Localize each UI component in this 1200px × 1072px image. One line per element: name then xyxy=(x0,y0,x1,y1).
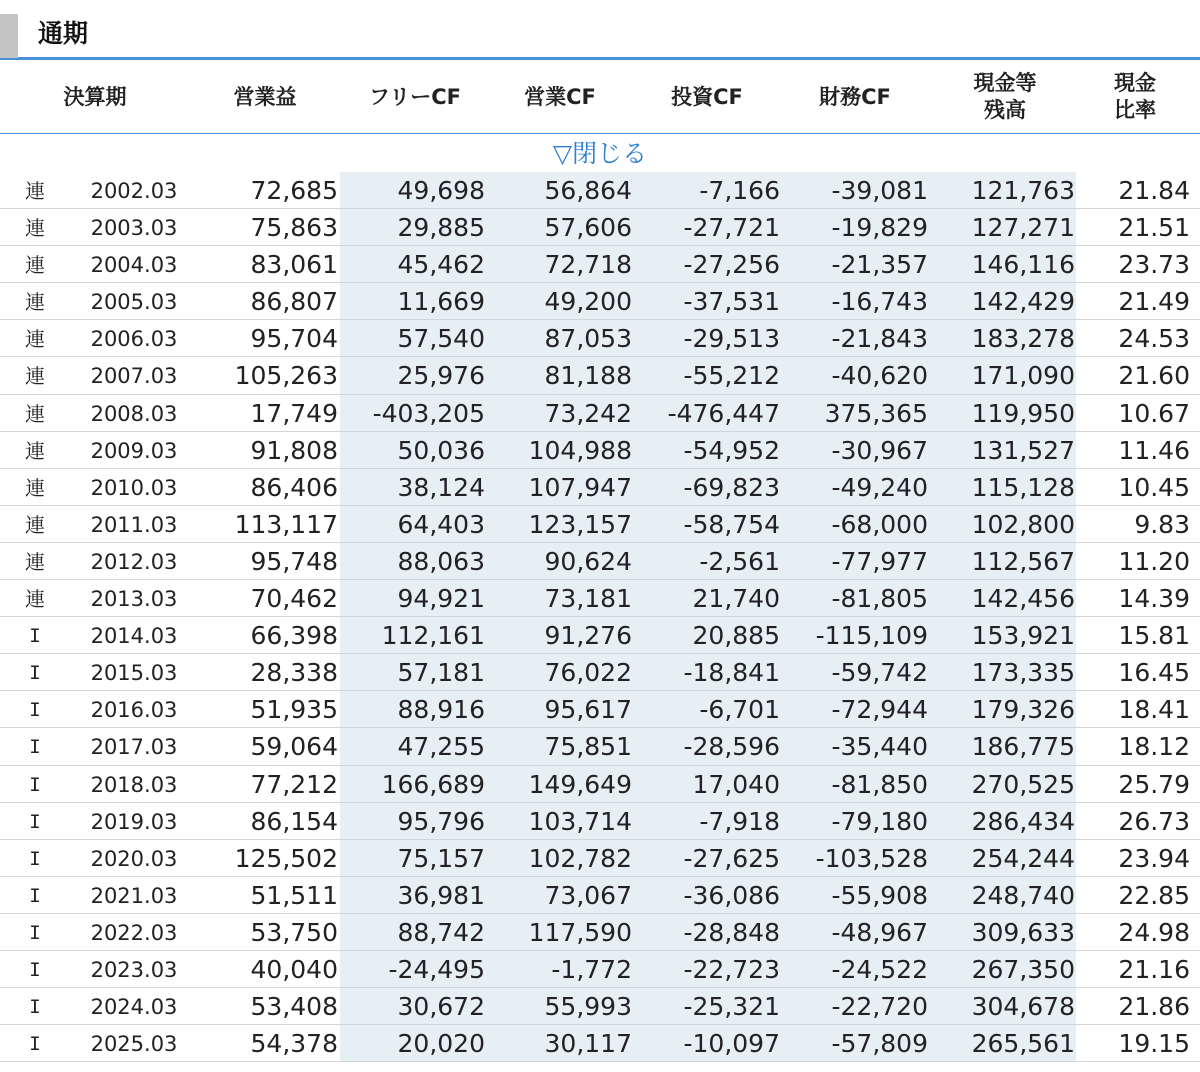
header-financing-cf: 財務CF xyxy=(819,84,891,109)
cell-period: 2007.03 xyxy=(90,364,178,389)
cell-financing-cf: -57,809 xyxy=(831,1029,928,1059)
cell-free-cf: 88,916 xyxy=(397,695,485,725)
cell-cash-balance: 119,950 xyxy=(971,398,1075,428)
cell-accounting-type: 連 xyxy=(25,364,45,389)
cell-period: 2017.03 xyxy=(90,735,178,760)
cell-operating-cf: 76,022 xyxy=(544,658,632,688)
cell-financing-cf: -16,743 xyxy=(831,287,928,317)
cell-cash-ratio: 21.16 xyxy=(1118,954,1190,984)
table-row xyxy=(0,951,1200,988)
cell-operating-cf: 103,714 xyxy=(528,806,632,836)
cell-period: 2023.03 xyxy=(90,957,178,982)
cell-operating-income: 40,040 xyxy=(250,954,338,984)
cell-period: 2011.03 xyxy=(90,512,178,537)
cell-operating-income: 86,807 xyxy=(250,287,338,317)
cell-cash-balance: 142,456 xyxy=(971,584,1075,614)
cell-cash-ratio: 21.60 xyxy=(1118,361,1190,391)
header-investing-cf: 投資CF xyxy=(671,84,743,109)
cell-investing-cf: -55,212 xyxy=(683,361,780,391)
cell-cash-ratio: 26.73 xyxy=(1118,806,1190,836)
cell-period: 2005.03 xyxy=(90,290,178,315)
collapse-toggle-link[interactable]: ▽閉じる xyxy=(552,139,648,168)
cell-accounting-type: 連 xyxy=(25,290,45,315)
cell-operating-cf: 57,606 xyxy=(544,213,632,243)
cell-financing-cf: -39,081 xyxy=(831,176,928,205)
cell-operating-cf: -1,772 xyxy=(551,954,632,984)
cell-investing-cf: -27,625 xyxy=(683,843,780,873)
cell-period: 2022.03 xyxy=(90,920,178,945)
cell-period: 2002.03 xyxy=(90,179,178,203)
cell-accounting-type: I xyxy=(29,996,41,1019)
cell-investing-cf: -2,561 xyxy=(699,546,780,576)
header-operating-income: 営業益 xyxy=(233,84,297,109)
cell-operating-income: 70,462 xyxy=(250,584,338,614)
cell-free-cf: 36,981 xyxy=(397,880,485,910)
cell-financing-cf: -21,357 xyxy=(831,250,928,280)
table-row xyxy=(0,766,1200,803)
cell-accounting-type: I xyxy=(29,699,41,722)
cell-investing-cf: 20,885 xyxy=(692,621,780,651)
cell-financing-cf: -59,742 xyxy=(831,658,928,688)
cell-cash-ratio: 11.46 xyxy=(1118,435,1190,465)
cell-cash-balance: 186,775 xyxy=(971,732,1075,762)
cell-free-cf: 88,063 xyxy=(397,546,485,576)
cell-operating-income: 28,338 xyxy=(250,658,338,688)
cell-accounting-type: 連 xyxy=(25,475,45,500)
cell-free-cf: 75,157 xyxy=(397,843,485,873)
cell-financing-cf: -72,944 xyxy=(831,695,928,725)
table-row xyxy=(0,580,1200,617)
cell-free-cf: 57,181 xyxy=(397,658,485,688)
cell-accounting-type: 連 xyxy=(25,401,45,426)
cell-accounting-type: 連 xyxy=(25,549,45,574)
cell-operating-income: 72,685 xyxy=(250,176,338,205)
cell-operating-cf: 72,718 xyxy=(544,250,632,280)
header-operating-cf: 営業CF xyxy=(524,84,596,109)
cell-cash-balance: 173,335 xyxy=(971,658,1075,688)
cell-investing-cf: -28,596 xyxy=(683,732,780,762)
cell-accounting-type: I xyxy=(29,847,41,870)
cell-cash-ratio: 24.53 xyxy=(1118,324,1190,354)
cell-accounting-type: 連 xyxy=(25,438,45,463)
cell-free-cf: -403,205 xyxy=(372,398,485,428)
cell-investing-cf: -28,848 xyxy=(683,917,780,947)
cell-investing-cf: 21,740 xyxy=(692,584,780,614)
cell-operating-cf: 87,053 xyxy=(544,324,632,354)
cell-accounting-type: I xyxy=(29,662,41,685)
cell-operating-cf: 149,649 xyxy=(528,769,632,799)
cell-operating-cf: 49,200 xyxy=(544,287,632,317)
table-row xyxy=(0,172,1200,209)
header-free-cf: フリーCF xyxy=(369,84,461,109)
table-row xyxy=(0,914,1200,951)
table-row xyxy=(0,283,1200,320)
cell-financing-cf: -40,620 xyxy=(831,361,928,391)
cell-cash-balance: 286,434 xyxy=(971,806,1075,836)
cell-operating-income: 17,749 xyxy=(250,398,338,428)
cell-operating-cf: 104,988 xyxy=(528,435,632,465)
cell-operating-income: 53,408 xyxy=(250,992,338,1022)
cell-cash-balance: 112,567 xyxy=(971,546,1075,576)
cell-operating-income: 95,748 xyxy=(250,546,338,576)
cell-cash-ratio: 21.51 xyxy=(1118,213,1190,243)
cell-cash-balance: 153,921 xyxy=(971,621,1075,651)
cell-operating-income: 54,378 xyxy=(250,1029,338,1059)
cell-free-cf: 64,403 xyxy=(397,509,485,539)
section-accent-bar xyxy=(0,14,18,58)
cell-free-cf: 45,462 xyxy=(397,250,485,280)
cell-operating-income: 91,808 xyxy=(250,435,338,465)
cell-financing-cf: -19,829 xyxy=(831,213,928,243)
cell-cash-balance: 179,326 xyxy=(971,695,1075,725)
cell-operating-income: 105,263 xyxy=(234,361,338,391)
cell-financing-cf: -22,720 xyxy=(831,992,928,1022)
cell-free-cf: 49,698 xyxy=(397,176,485,205)
section-title: 通期 xyxy=(38,19,89,48)
cell-cash-balance: 304,678 xyxy=(971,992,1075,1022)
column-headers xyxy=(0,60,1200,134)
cell-accounting-type: 連 xyxy=(25,253,45,278)
cell-operating-cf: 55,993 xyxy=(544,992,632,1022)
cell-investing-cf: -18,841 xyxy=(683,658,780,688)
cell-investing-cf: 17,040 xyxy=(692,769,780,799)
cell-free-cf: -24,495 xyxy=(388,954,485,984)
cell-operating-cf: 56,864 xyxy=(544,176,632,205)
cell-period: 2024.03 xyxy=(90,995,178,1020)
cell-operating-cf: 30,117 xyxy=(544,1029,632,1059)
cell-period: 2006.03 xyxy=(90,327,178,352)
cell-financing-cf: -103,528 xyxy=(815,843,928,873)
cell-cash-ratio: 11.20 xyxy=(1118,546,1190,576)
cell-cash-ratio: 14.39 xyxy=(1118,584,1190,614)
cell-cash-balance: 309,633 xyxy=(971,917,1075,947)
cell-cash-ratio: 15.81 xyxy=(1118,621,1190,651)
cell-financing-cf: -24,522 xyxy=(831,954,928,984)
cell-investing-cf: -27,721 xyxy=(683,213,780,243)
cell-cash-balance: 254,244 xyxy=(971,843,1075,873)
cell-cash-balance: 131,527 xyxy=(971,435,1075,465)
table-row xyxy=(0,506,1200,543)
cell-operating-cf: 123,157 xyxy=(528,509,632,539)
cell-cash-balance: 146,116 xyxy=(971,250,1075,280)
cell-free-cf: 112,161 xyxy=(381,621,485,651)
cell-cash-ratio: 21.84 xyxy=(1118,176,1190,205)
cell-period: 2008.03 xyxy=(90,401,178,426)
cell-cash-balance: 265,561 xyxy=(971,1029,1075,1059)
cell-investing-cf: -7,918 xyxy=(699,806,780,836)
cell-free-cf: 94,921 xyxy=(397,584,485,614)
cell-financing-cf: -77,977 xyxy=(831,546,928,576)
cell-cash-ratio: 22.85 xyxy=(1118,880,1190,910)
header-cash-balance: 現金等 残高 xyxy=(973,71,1037,122)
cell-operating-cf: 75,851 xyxy=(544,732,632,762)
cell-operating-income: 51,511 xyxy=(250,880,338,910)
cell-accounting-type: I xyxy=(29,736,41,759)
cell-operating-cf: 81,188 xyxy=(544,361,632,391)
cell-period: 2015.03 xyxy=(90,661,178,686)
cell-period: 2004.03 xyxy=(90,253,178,278)
cell-period: 2003.03 xyxy=(90,216,178,241)
cell-operating-income: 86,154 xyxy=(250,806,338,836)
cell-accounting-type: 連 xyxy=(25,587,45,612)
cell-cash-balance: 127,271 xyxy=(971,213,1075,243)
cell-cash-balance: 102,800 xyxy=(971,509,1075,539)
cell-free-cf: 29,885 xyxy=(397,213,485,243)
cell-free-cf: 95,796 xyxy=(397,806,485,836)
cell-cash-ratio: 10.67 xyxy=(1118,398,1190,428)
cell-cash-ratio: 23.94 xyxy=(1118,843,1190,873)
table-row xyxy=(0,617,1200,654)
table-row xyxy=(0,803,1200,840)
section-header xyxy=(0,0,1200,60)
table-row xyxy=(0,320,1200,357)
cell-cash-ratio: 19.15 xyxy=(1118,1029,1190,1059)
table-row xyxy=(0,728,1200,765)
cell-cash-ratio: 25.79 xyxy=(1118,769,1190,799)
cell-operating-income: 77,212 xyxy=(250,769,338,799)
cell-operating-cf: 102,782 xyxy=(528,843,632,873)
cell-operating-cf: 73,181 xyxy=(544,584,632,614)
cell-operating-cf: 73,067 xyxy=(544,880,632,910)
cell-free-cf: 25,976 xyxy=(397,361,485,391)
cell-financing-cf: -81,805 xyxy=(831,584,928,614)
table-row xyxy=(0,432,1200,469)
cell-period: 2025.03 xyxy=(90,1032,178,1057)
cell-accounting-type: 連 xyxy=(25,512,45,537)
cell-period: 2019.03 xyxy=(90,809,178,834)
cell-cash-balance: 183,278 xyxy=(971,324,1075,354)
cell-investing-cf: -58,754 xyxy=(683,509,780,539)
cell-operating-cf: 107,947 xyxy=(528,472,632,502)
cell-investing-cf: -37,531 xyxy=(683,287,780,317)
cell-cash-ratio: 9.83 xyxy=(1134,509,1190,539)
cell-operating-income: 86,406 xyxy=(250,472,338,502)
cell-free-cf: 50,036 xyxy=(397,435,485,465)
table-row xyxy=(0,654,1200,691)
cell-investing-cf: -54,952 xyxy=(683,435,780,465)
cell-period: 2012.03 xyxy=(90,549,178,574)
cell-investing-cf: -27,256 xyxy=(683,250,780,280)
cell-period: 2009.03 xyxy=(90,438,178,463)
header-period: 決算期 xyxy=(63,84,127,109)
cell-free-cf: 30,672 xyxy=(397,992,485,1022)
cell-financing-cf: -21,843 xyxy=(831,324,928,354)
cell-cash-ratio: 24.98 xyxy=(1118,917,1190,947)
cell-free-cf: 166,689 xyxy=(381,769,485,799)
cell-investing-cf: -476,447 xyxy=(667,398,780,428)
cell-operating-income: 51,935 xyxy=(250,695,338,725)
cell-operating-income: 113,117 xyxy=(234,509,338,539)
cell-operating-income: 125,502 xyxy=(234,843,338,873)
cell-accounting-type: 連 xyxy=(25,216,45,241)
cell-investing-cf: -10,097 xyxy=(683,1029,780,1059)
cell-accounting-type: I xyxy=(29,773,41,796)
cell-investing-cf: -25,321 xyxy=(683,992,780,1022)
cell-cash-ratio: 10.45 xyxy=(1118,472,1190,502)
cell-operating-income: 75,863 xyxy=(250,213,338,243)
cell-operating-income: 66,398 xyxy=(250,621,338,651)
cell-accounting-type: I xyxy=(29,958,41,981)
cell-financing-cf: -49,240 xyxy=(831,472,928,502)
cell-financing-cf: -35,440 xyxy=(831,732,928,762)
cell-investing-cf: -7,166 xyxy=(699,176,780,205)
cell-investing-cf: -69,823 xyxy=(683,472,780,502)
cell-accounting-type: I xyxy=(29,1033,41,1056)
cell-period: 2016.03 xyxy=(90,698,178,723)
toggle-row xyxy=(0,134,1200,172)
cell-operating-cf: 91,276 xyxy=(544,621,632,651)
cell-cash-balance: 121,763 xyxy=(971,176,1075,205)
cell-cash-ratio: 18.41 xyxy=(1118,695,1190,725)
table-row xyxy=(0,988,1200,1025)
cell-accounting-type: 連 xyxy=(25,327,45,352)
table-row xyxy=(0,395,1200,432)
cell-financing-cf: -115,109 xyxy=(815,621,928,651)
table-row xyxy=(0,691,1200,728)
cell-cash-balance: 171,090 xyxy=(971,361,1075,391)
table-row xyxy=(0,877,1200,914)
cell-free-cf: 47,255 xyxy=(397,732,485,762)
cell-cash-balance: 248,740 xyxy=(971,880,1075,910)
cell-operating-income: 53,750 xyxy=(250,917,338,947)
cell-operating-income: 83,061 xyxy=(250,250,338,280)
cell-free-cf: 57,540 xyxy=(397,324,485,354)
cell-period: 2010.03 xyxy=(90,475,178,500)
cell-investing-cf: -22,723 xyxy=(683,954,780,984)
cell-free-cf: 20,020 xyxy=(397,1029,485,1059)
table-row xyxy=(0,469,1200,506)
cell-cash-ratio: 18.12 xyxy=(1118,732,1190,762)
cell-accounting-type: I xyxy=(29,625,41,648)
cell-operating-cf: 95,617 xyxy=(544,695,632,725)
table-row xyxy=(0,1025,1200,1062)
cell-operating-cf: 117,590 xyxy=(528,917,632,947)
cell-financing-cf: -68,000 xyxy=(831,509,928,539)
cell-operating-cf: 90,624 xyxy=(544,546,632,576)
cell-financing-cf: -79,180 xyxy=(831,806,928,836)
table-row xyxy=(0,840,1200,877)
cell-cash-ratio: 21.49 xyxy=(1118,287,1190,317)
cell-financing-cf: -81,850 xyxy=(831,769,928,799)
cell-accounting-type: I xyxy=(29,810,41,833)
table-row xyxy=(0,357,1200,394)
cell-period: 2018.03 xyxy=(90,772,178,797)
cell-cash-ratio: 21.86 xyxy=(1118,992,1190,1022)
cell-cash-balance: 267,350 xyxy=(971,954,1075,984)
cell-free-cf: 38,124 xyxy=(397,472,485,502)
cell-operating-income: 59,064 xyxy=(250,732,338,762)
cell-financing-cf: -55,908 xyxy=(831,880,928,910)
cell-cash-balance: 115,128 xyxy=(971,472,1075,502)
cell-investing-cf: -36,086 xyxy=(683,880,780,910)
cell-free-cf: 11,669 xyxy=(397,287,485,317)
cell-operating-income: 95,704 xyxy=(250,324,338,354)
table-body xyxy=(0,172,1200,1062)
cell-financing-cf: 375,365 xyxy=(824,398,928,428)
cell-period: 2021.03 xyxy=(90,883,178,908)
header-cash-ratio: 現金 比率 xyxy=(1114,71,1156,122)
table-row xyxy=(0,543,1200,580)
cell-financing-cf: -30,967 xyxy=(831,435,928,465)
cell-operating-cf: 73,242 xyxy=(544,398,632,428)
cell-investing-cf: -6,701 xyxy=(699,695,780,725)
cell-period: 2014.03 xyxy=(90,624,178,649)
cell-cash-balance: 142,429 xyxy=(971,287,1075,317)
cell-investing-cf: -29,513 xyxy=(683,324,780,354)
table-row xyxy=(0,246,1200,283)
cell-financing-cf: -48,967 xyxy=(831,917,928,947)
cell-cash-ratio: 16.45 xyxy=(1118,658,1190,688)
cell-accounting-type: I xyxy=(29,921,41,944)
cell-cash-balance: 270,525 xyxy=(971,769,1075,799)
cell-accounting-type: 連 xyxy=(25,179,45,203)
cell-period: 2020.03 xyxy=(90,846,178,871)
cell-cash-ratio: 23.73 xyxy=(1118,250,1190,280)
table-row xyxy=(0,209,1200,246)
cell-accounting-type: I xyxy=(29,884,41,907)
cell-free-cf: 88,742 xyxy=(397,917,485,947)
cell-period: 2013.03 xyxy=(90,587,178,612)
